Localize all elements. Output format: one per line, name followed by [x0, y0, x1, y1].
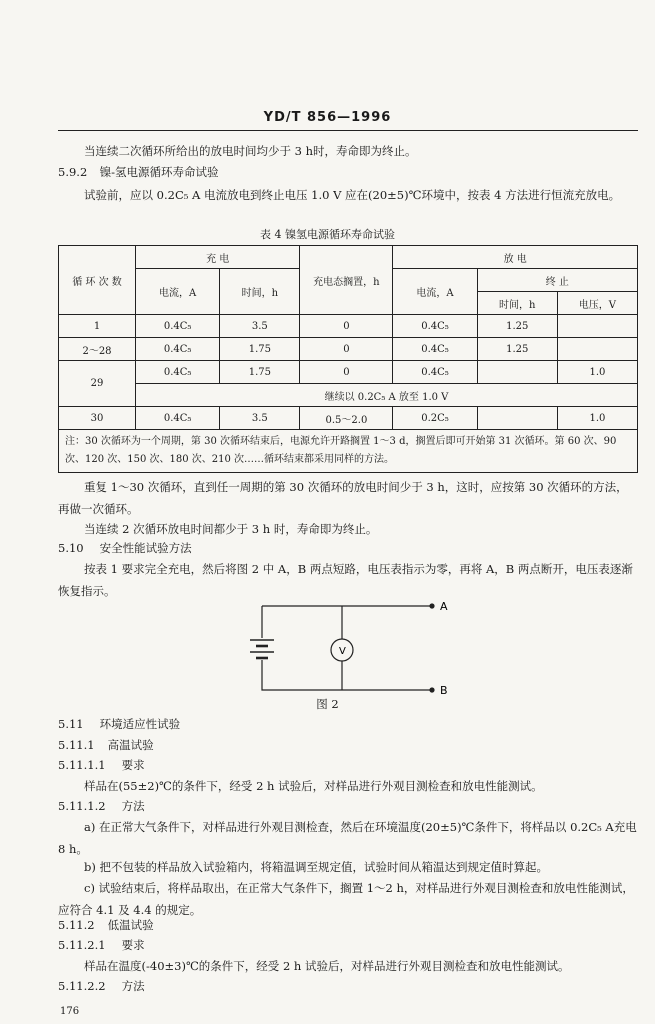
table-note: 注：30 次循环为一个周期，第 30 次循环结束后，电源允许开路搁置 1～3 d，搁置后即可开始第 31 次循环。第 60 次、90 次、120 次、150 次、180 次、210 次……循环结束都采用同样的方法。 — [59, 430, 638, 473]
section-title: 方法 — [121, 979, 145, 993]
table-row — [59, 384, 638, 407]
section-number: 5.11.1.1 — [58, 758, 106, 772]
paragraph-life-end: 当连续二次循环所给出的放电时间均少于 3 h时，寿命即为终止。 — [84, 144, 417, 158]
section-5-9-2 — [58, 164, 219, 180]
section-number: 5.9.2 — [58, 165, 88, 179]
section-number: 5.11.1 — [58, 738, 95, 752]
header-discharge: 放 电 — [393, 246, 638, 269]
section-title: 低温试验 — [107, 918, 154, 932]
section-number: 5.10 — [58, 541, 84, 555]
header-discharge-current: 电流，A — [393, 269, 477, 315]
cycle-life-table — [58, 245, 638, 473]
section-5-11-1-1 — [58, 757, 145, 773]
header-end: 终 止 — [477, 269, 637, 292]
paragraph-safety-test: 按表 1 要求完全充电，然后将图 2 中 A，B 两点短路，电压表指示为零，再将 A，B 两点断开，电压表逐渐恢复指示。 — [58, 562, 633, 598]
section-title: 要求 — [121, 938, 145, 952]
table-title: 表 4 镍氢电源循环寿命试验 — [260, 228, 395, 241]
table-row: 29 0.4C₅ 1.75 0 0.4C₅ 1.0 — [59, 361, 638, 384]
battery-icon — [250, 640, 274, 658]
section-5-11 — [58, 716, 180, 732]
header-rule — [58, 130, 638, 131]
section-5-11-1 — [58, 737, 154, 753]
section-5-11-1-2 — [58, 798, 145, 814]
continue-discharge-note: 继续以 0.2C₅ A 放至 1.0 V — [136, 384, 638, 407]
bottom-wire — [262, 660, 430, 690]
terminal-a-dot — [429, 603, 434, 608]
header-charge: 充 电 — [136, 246, 300, 269]
paragraph-method-b: b) 把不包装的样品放入试验箱内，将箱温调至规定值，试验时间从箱温达到规定值时算起。 — [84, 860, 548, 874]
voltmeter-label: V — [339, 646, 346, 657]
circuit-diagram — [230, 596, 460, 706]
terminal-b-dot — [429, 687, 434, 692]
document-header: YD/T 856—1996 — [263, 110, 392, 125]
header-end-voltage: 电压，V — [557, 292, 637, 315]
section-number: 5.11.1.2 — [58, 799, 106, 813]
section-5-11-2-2 — [58, 978, 145, 994]
figure-caption: 图 2 — [316, 697, 339, 711]
page-number: 176 — [60, 1006, 80, 1017]
header-rest: 充电态搁置，h — [300, 246, 393, 315]
section-title: 镍-氢电源循环寿命试验 — [99, 165, 219, 179]
header-cycle: 循 环 次 数 — [59, 246, 136, 315]
section-title: 环境适应性试验 — [99, 717, 181, 731]
header-end-time: 时间，h — [477, 292, 557, 315]
section-title: 安全性能试验方法 — [99, 541, 192, 555]
table-row: 2～28 0.4C₅ 1.75 0 0.4C₅ 1.25 — [59, 338, 638, 361]
paragraph-method-c: c) 试验结束后，将样品取出，在正常大气条件下，搁置 1～2 h，对样品进行外观目测检查和放电性能测试，应符合 4.1 及 4.4 的规定。 — [58, 881, 634, 917]
table-row: 30 0.4C₅ 3.5 0.5～2.0 0.2C₅ 1.0 — [59, 407, 638, 430]
section-title: 要求 — [121, 758, 145, 772]
section-number: 5.11.2.1 — [58, 938, 106, 952]
paragraph-test-prep: 试验前，应以 0.2C₅ A 电流放电到终止电压 1.0 V 应在(20±5)℃环境中，按表 4 方法进行恒流充放电。 — [84, 188, 621, 202]
terminal-b-label: B — [440, 684, 448, 697]
section-5-10 — [58, 540, 192, 556]
section-5-11-2-1 — [58, 937, 145, 953]
section-5-11-2 — [58, 917, 154, 933]
terminal-a-label: A — [440, 600, 448, 613]
paragraph-method-a: a) 在正常大气条件下，对样品进行外观目测检查，然后在环境温度(20±5)℃条件下，将样品以 0.2C₅ A充电 8 h。 — [58, 820, 637, 856]
header-charge-current: 电流，A — [136, 269, 220, 315]
section-title: 方法 — [121, 799, 145, 813]
header-charge-time: 时间，h — [220, 269, 300, 315]
table-row: 1 0.4C₅ 3.5 0 0.4C₅ 1.25 — [59, 315, 638, 338]
paragraph-life-end-2: 当连续 2 次循环放电时间都少于 3 h 时，寿命即为终止。 — [84, 522, 378, 536]
paragraph-high-temp-requirement: 样品在(55±2)℃的条件下，经受 2 h 试验后，对样品进行外观目测检查和放电性能测试。 — [84, 779, 543, 793]
section-number: 5.11.2 — [58, 918, 95, 932]
section-title: 高温试验 — [107, 738, 154, 752]
paragraph-repeat-cycles: 重复 1～30 次循环，直到任一周期的第 30 次循环的放电时间少于 3 h，这时，应按第 30 次循环的方法，再做一次循环。 — [58, 480, 628, 516]
section-number: 5.11 — [58, 717, 84, 731]
section-number: 5.11.2.2 — [58, 979, 106, 993]
paragraph-low-temp-requirement: 样品在温度(-40±3)℃的条件下，经受 2 h 试验后，对样品进行外观目测检查和放电性能测试。 — [84, 959, 570, 973]
